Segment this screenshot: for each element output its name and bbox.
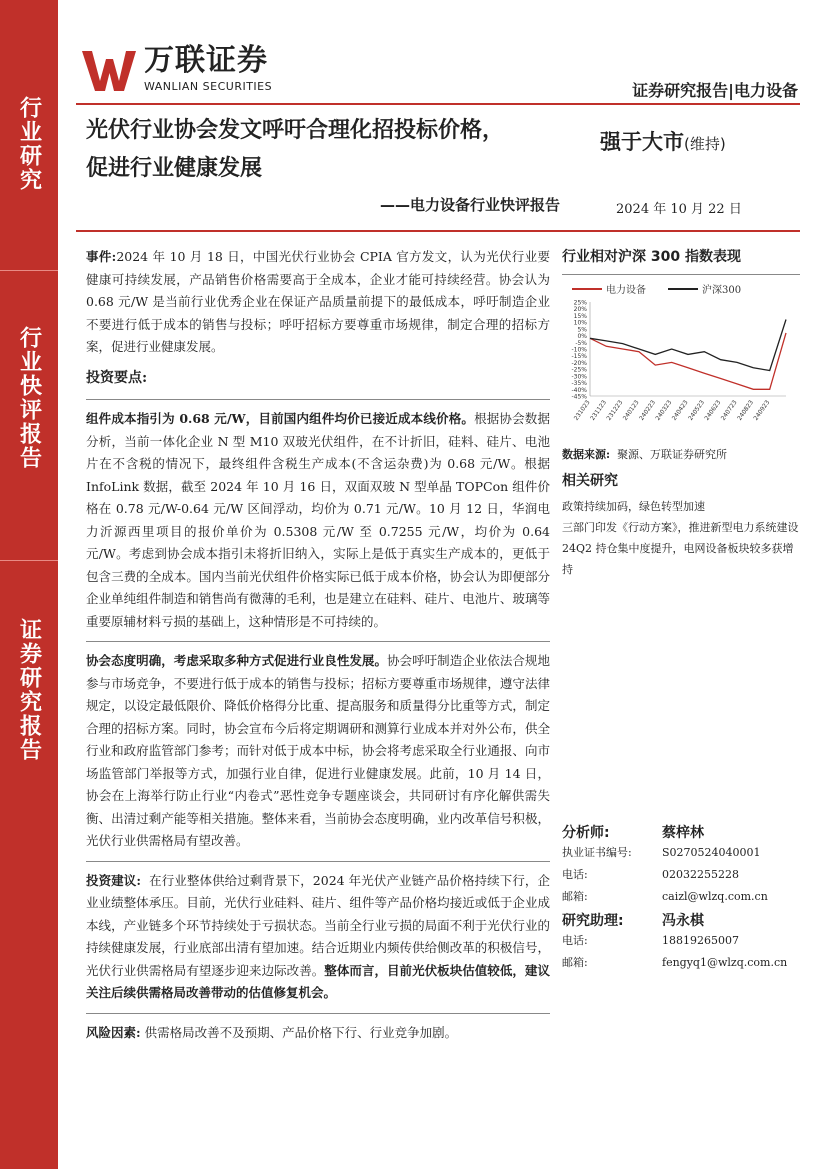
x-tick-label: 240723 — [719, 399, 739, 422]
line-chart — [562, 296, 800, 432]
sidebar-label: 行业研究 — [16, 96, 42, 192]
chart-panel — [562, 246, 800, 462]
series-line — [590, 333, 786, 389]
event-label: 事件: — [86, 249, 117, 264]
risk-label: 风险因素: — [86, 1024, 141, 1040]
assistant-header — [562, 910, 800, 930]
analyst-info-row — [562, 842, 800, 864]
report-title — [86, 112, 586, 188]
source-label: 数据来源: — [562, 448, 611, 461]
y-tick-label: -15% — [571, 353, 587, 361]
x-tick-label: 231223 — [605, 399, 625, 422]
y-tick-label: 15% — [573, 312, 587, 320]
event-text: 2024 年 10 月 18 日，中国光伏行业协会 CPIA 官方发文，认为光伏行业要健康可持续发展，产品销售价格需要高于全成本，企业才能可持续经营。协会认为 0.68 元/W 是当前行业优秀企业在保证产品质量前提下的最低成本，呼吁制造企业不要进行低于成本的销售与投标；呼吁招标方要尊重市场规律，制定合理的招标方案，促进行业健康发展。 — [86, 249, 550, 354]
assistant-info-row — [562, 930, 800, 952]
related-item-link[interactable] — [562, 538, 800, 580]
related-item-link[interactable] — [562, 517, 800, 538]
section-divider — [86, 861, 550, 862]
assistant-name: 冯永棋 — [662, 913, 704, 929]
analyst-name: 蔡梓林 — [662, 825, 704, 841]
info-key: 邮箱: — [562, 890, 588, 903]
info-value: S0270524040001 — [662, 846, 761, 859]
main-body — [86, 246, 550, 1052]
legend-label: 沪深300 — [702, 285, 742, 296]
report-subtitle: ——电力设备行业快评报告 — [379, 196, 560, 214]
title-line: 促进行业健康发展 — [86, 156, 263, 181]
left-sidebar — [0, 0, 58, 1169]
x-tick-label: 240623 — [703, 399, 723, 422]
rating-status: (维持) — [684, 135, 726, 153]
y-tick-label: -10% — [571, 346, 587, 354]
chart-divider — [562, 274, 800, 275]
legend-label: 电力设备 — [606, 285, 646, 296]
sidebar-block-securities-report — [0, 618, 58, 762]
advice-text: 在行业整体供给过剩背景下，2024 年光伏产业链产品价格持续下行，企业业绩整体承压。目前，光伏行业硅料、硅片、组件等产品价格均接近或低于企业成本线，产业链多个环节持续处于亏损状态。当前全行业亏损的局面不利于光伏行业的持续健康发展，行业底部出清有望加速。结合近期业内频传供给侧改革的积极信号，光伏行业供需格局有望逐步迎来边际改善。 — [86, 872, 551, 978]
x-tick-label: 240223 — [638, 399, 657, 422]
point-text: 协会呼吁制造企业依法合规地参与市场竞争，不要进行低于成本的销售与投标；招标方要尊重市场规律，遵守法律规定，以设定最低限价、降低价格得分比重、提高服务和质量得分比重等方式，制定合理的招标方案。同时，协会宣布今后将定期调研和测算行业成本并对外公布，供全行业和政府监管部门参考；而针对低于成本中标，协会将考虑采取全行业通报、向市场监管部门举报等方式，加强行业自律，促进行业健康发展。此前，10 月 14 日，协会在上海举行防止行业“内卷式”恶性竞争专题座谈会，共同研讨有序化解供需失衡、出清过剩产能等相关措施。整体来看，当前协会态度明确，业内改革信号积极，光伏行业供需格局有望改善。 — [86, 653, 550, 848]
info-key: 电话: — [562, 868, 588, 881]
x-tick-label: 240423 — [670, 399, 690, 422]
info-value: 02032255228 — [662, 868, 739, 881]
x-tick-label: 231123 — [589, 399, 608, 422]
x-tick-label: 240323 — [654, 399, 674, 422]
wanlian-logo-icon — [80, 47, 138, 93]
chart-title: 行业相对沪深 300 指数表现 — [562, 249, 741, 265]
related-item-link[interactable] — [562, 496, 800, 517]
logo-name-en: WANLIAN SECURITIES — [144, 80, 273, 93]
section-divider — [86, 399, 550, 400]
analyst-block — [562, 822, 800, 974]
investment-points-heading: 投资要点: — [86, 369, 148, 386]
legend-swatch — [572, 288, 602, 290]
legend-swatch — [668, 288, 698, 290]
event-paragraph — [86, 246, 550, 359]
point-text: 根据协会数据分析，当前一体化企业 N 型 M10 双玻光伏组件，在不计折旧，硅料、硅片、电池片在不含税的情况下，最终组件含税生产成本(不含运杂费)为 0.68 元/W。根据 InfoLink 数据，截至 2024 年 10 月 16 日，双面双玻 N 型单晶 TOPCon 组件价格在 0.78 元/W-0.64 元/W 区间浮动，均价为 0.71 元/W。10 月 12 日，华润电力沂源西里项目的报价单价为 0.5308 元/W 至 0.7255 元/W，均价为 0.64 元/W。考虑到协会成本指引未将折旧纳入，实际上是低于真实生产成本的，更低于包含三费的全成本。国内当前光伏组件价格实际已低于成本价格，协会认为即便部分企业单纯组件制造和销售尚有微薄的毛利，也是建立在硅料、硅片、电池片、玻璃等重要原辅材料亏损的基础上，这种情形是不可持续的。 — [86, 411, 550, 629]
advice-paragraph — [86, 870, 550, 1005]
title-divider — [76, 230, 800, 232]
risk-text: 供需格局改善不及预期、产品价格下行、行业竞争加剧。 — [144, 1024, 458, 1040]
title-line: 光伏行业协会发文呼吁合理化招投标价格， — [86, 118, 505, 143]
sidebar-block-industry-research — [0, 96, 58, 192]
x-tick-label: 240523 — [687, 399, 706, 422]
related-link[interactable]: 政策持续加码，绿色转型加速 — [562, 500, 705, 513]
y-tick-label: 10% — [573, 319, 587, 327]
related-link[interactable]: 三部门印发《行动方案》，推进新型电力系统建设 — [562, 521, 799, 534]
y-tick-label: 25% — [573, 299, 587, 307]
section-divider — [86, 1013, 550, 1014]
y-tick-label: -35% — [571, 380, 587, 388]
assistant-label: 研究助理: — [562, 913, 624, 929]
header-divider — [76, 103, 800, 105]
sidebar-block-quick-review — [0, 326, 58, 470]
rating — [600, 126, 726, 156]
section-divider — [86, 641, 550, 642]
risk-paragraph — [86, 1022, 550, 1045]
y-tick-label: -30% — [571, 373, 587, 381]
y-tick-label: -20% — [571, 359, 587, 367]
info-key: 邮箱: — [562, 956, 588, 969]
email-link[interactable]: caizl@wlzq.com.cn — [662, 890, 768, 903]
y-tick-label: -25% — [571, 366, 587, 374]
sidebar-label: 证券研究报告 — [16, 618, 42, 762]
advice-bold: 整体而言，目前光伏板块估值较低，建议关注后续供需格局改善带动的估值修复机会。 — [86, 962, 550, 1000]
x-tick-label: 231023 — [572, 399, 592, 422]
y-tick-label: -5% — [575, 339, 587, 347]
info-key: 执业证书编号: — [562, 846, 632, 859]
related-title: 相关研究 — [562, 473, 618, 489]
point-bold: 组件成本指引为 0.68 元/W，目前国内组件均价已接近成本线价格。 — [86, 411, 475, 426]
report-type: 证券研究报告|电力设备 — [632, 81, 798, 100]
company-logo — [80, 43, 273, 93]
advice-label: 投资建议: — [86, 872, 141, 888]
related-link[interactable]: 24Q2 持仓集中度提升，电网设备板块较多获增持 — [562, 542, 794, 576]
series-line — [590, 320, 786, 371]
info-value: 18819265007 — [662, 934, 739, 947]
y-tick-label: 20% — [573, 306, 587, 314]
point-bold: 协会态度明确，考虑采取多种方式促进行业良性发展。 — [86, 653, 387, 668]
y-tick-label: -40% — [571, 386, 587, 394]
chart-legend — [562, 281, 800, 296]
y-tick-label: -45% — [571, 393, 587, 401]
email-link[interactable]: fengyq1@wlzq.com.cn — [662, 956, 788, 969]
assistant-info-row[interactable] — [562, 952, 800, 974]
x-tick-label: 240823 — [736, 399, 755, 422]
x-tick-label: 240923 — [752, 399, 772, 422]
sidebar-divider — [0, 560, 58, 561]
y-tick-label: 0% — [577, 333, 587, 341]
chart-source — [562, 446, 800, 462]
point-paragraph — [86, 408, 550, 633]
point-paragraph — [86, 650, 550, 853]
report-date: 2024 年 10 月 22 日 — [616, 202, 742, 217]
y-tick-label: 5% — [577, 326, 587, 334]
logo-name-cn: 万联证券 — [144, 43, 268, 78]
x-tick-label: 240123 — [621, 399, 641, 422]
analyst-header — [562, 822, 800, 842]
source-text: 聚源、万联证券研究所 — [617, 448, 728, 461]
sidebar-label: 行业快评报告 — [16, 326, 42, 470]
analyst-info-row — [562, 864, 800, 886]
rating-label: 强于大市 — [600, 130, 684, 154]
analyst-label: 分析师: — [562, 825, 610, 841]
analyst-info-row[interactable] — [562, 886, 800, 908]
info-key: 电话: — [562, 934, 588, 947]
related-research — [562, 470, 800, 580]
sidebar-divider — [0, 270, 58, 271]
